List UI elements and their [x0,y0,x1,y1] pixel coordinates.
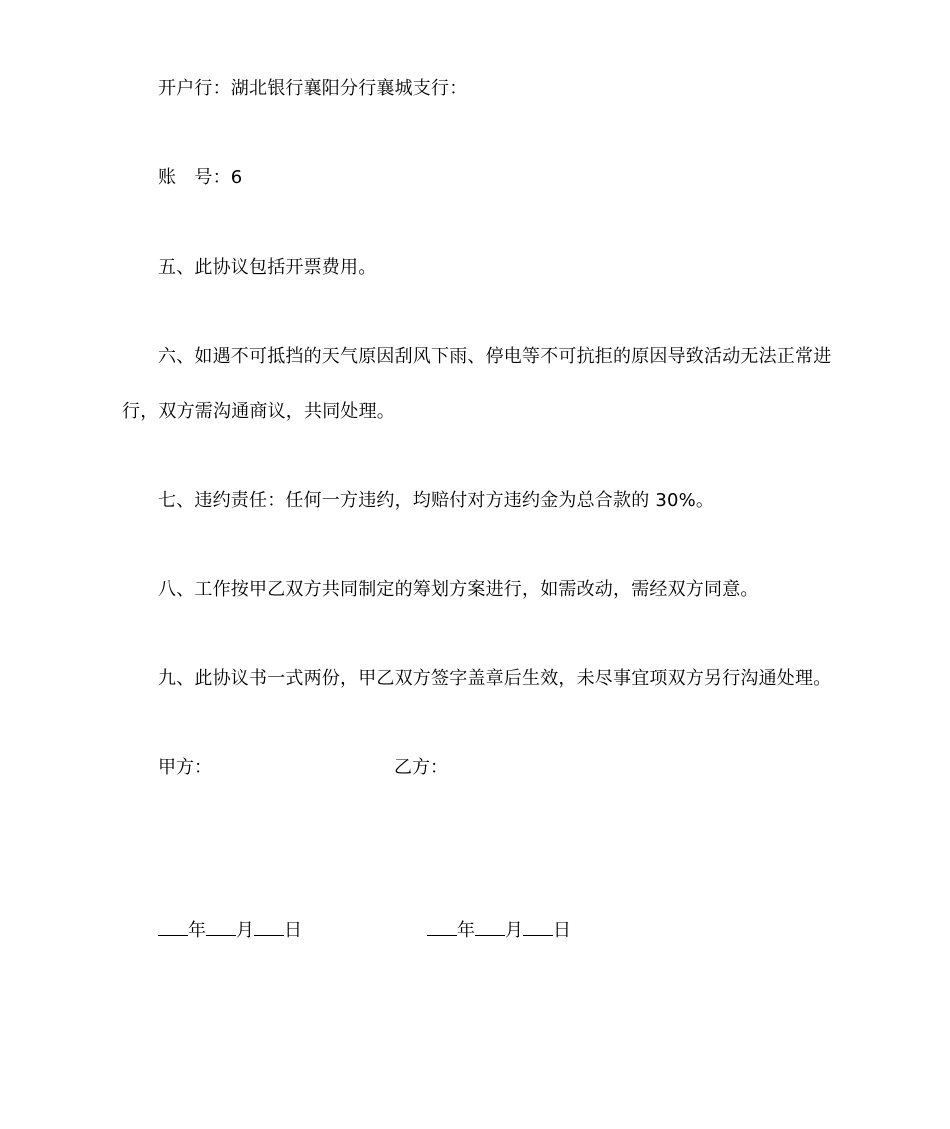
month-blank [206,917,236,936]
clause-8: 八、工作按甲乙双方共同制定的筹划方案进行，如需改动，需经双方同意。 [158,579,759,600]
bank-line: 开户行：湖北银行襄阳分行襄城支行： [158,78,468,99]
clause-5: 五、此协议包括开票费用。 [158,257,377,278]
party-a-date [158,917,302,943]
month-label: 月 [505,920,523,941]
year-blank [158,917,188,936]
day-label: 日 [553,920,571,941]
year-label: 年 [188,920,206,941]
party-b-date [427,917,571,943]
day-label: 日 [284,920,302,941]
clause-6-line-2: 行，双方需沟通商议，共同处理。 [122,401,395,422]
clause-7: 七、违约责任：任何一方违约，均赔付对方违约金为总合款的 30%。 [158,490,715,511]
month-label: 月 [236,920,254,941]
party-b-label: 乙方： [394,757,448,778]
account-line: 账 号：6 [158,167,243,188]
day-blank [254,917,284,936]
year-label: 年 [457,920,475,941]
clause-9: 九、此协议书一式两份，甲乙双方签字盖章后生效，未尽事宜项双方另行沟通处理。 [158,668,832,689]
month-blank [475,917,505,936]
year-blank [427,917,457,936]
clause-6-line-1: 六、如遇不可抵挡的天气原因刮风下雨、停电等不可抗拒的原因导致活动无法正常进 [158,346,832,367]
day-blank [523,917,553,936]
party-a-label: 甲方： [158,757,212,778]
